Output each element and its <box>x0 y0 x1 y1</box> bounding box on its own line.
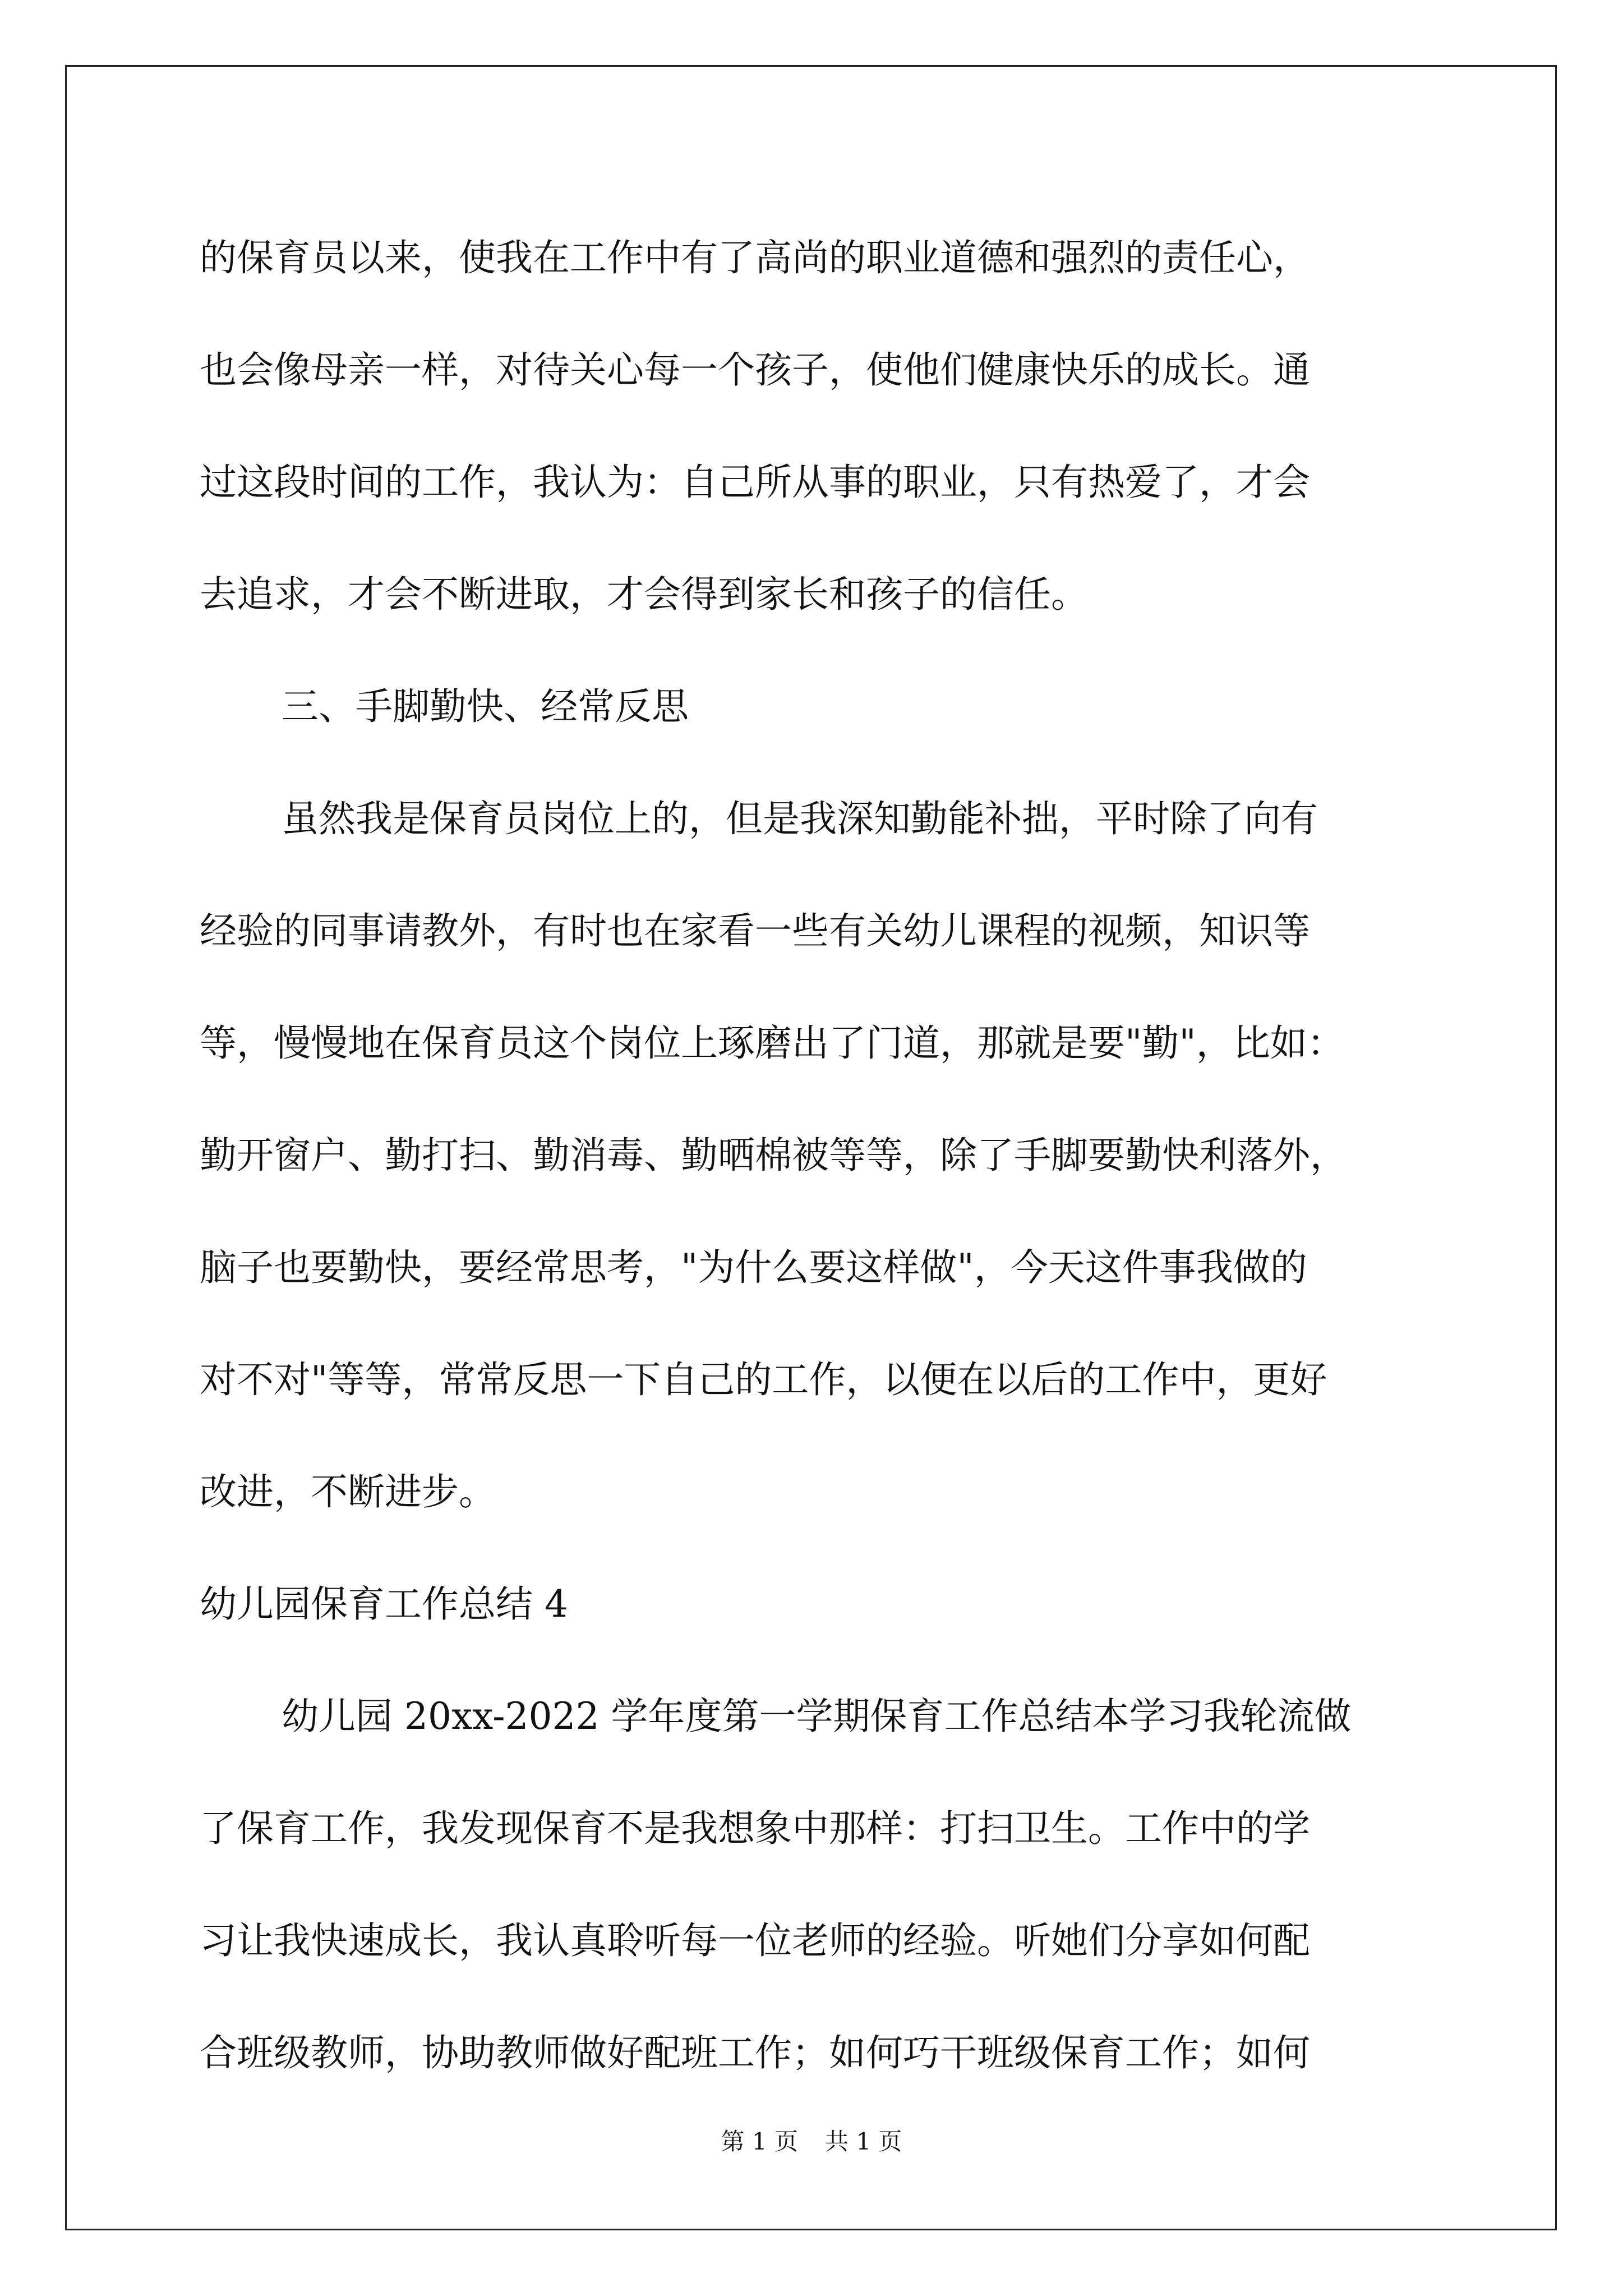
text-line: 了保育工作，我发现保育不是我想象中那样：打扫卫生。工作中的学 <box>200 1807 1310 1850</box>
page-footer <box>0 2125 1623 2159</box>
text-line: 去追求，才会不断进取，才会得到家长和孩子的信任。 <box>200 573 1088 616</box>
text-line: 对不对"等等，常常反思一下自己的工作，以便在以后的工作中，更好 <box>200 1358 1327 1401</box>
text-line: 幼儿园 20xx-2022 学年度第一学期保育工作总结本学习我轮流做 <box>282 1695 1352 1738</box>
text-line: 的保育员以来，使我在工作中有了高尚的职业道德和强烈的责任心， <box>200 236 1310 279</box>
text-line: 脑子也要勤快，要经常思考，"为什么要这样做"，今天这件事我做的 <box>200 1246 1307 1289</box>
text-line: 合班级教师，协助教师做好配班工作；如何巧干班级保育工作；如何 <box>200 2031 1310 2074</box>
text-line: 勤开窗户、勤打扫、勤消毒、勤晒棉被等等，除了手脚要勤快利落外， <box>200 1134 1347 1177</box>
text-line: 改进，不断进步。 <box>200 1470 496 1513</box>
page-total: 共 1 页 <box>825 2128 902 2155</box>
page-number: 第 1 页 <box>721 2128 798 2155</box>
document-body <box>200 202 1433 2109</box>
text-line: 经验的同事请教外，有时也在家看一些有关幼儿课程的视频，知识等 <box>200 909 1310 953</box>
text-line: 过这段时间的工作，我认为：自己所从事的职业，只有热爱了，才会 <box>200 461 1310 504</box>
text-line: 也会像母亲一样，对待关心每一个孩子，使他们健康快乐的成长。通 <box>200 348 1310 392</box>
text-line: 习让我快速成长，我认真聆听每一位老师的经验。听她们分享如何配 <box>200 1919 1310 1962</box>
article-title: 幼儿园保育工作总结 4 <box>200 1582 568 1626</box>
section-heading: 三、手脚勤快、经常反思 <box>282 685 689 728</box>
text-line: 等，慢慢地在保育员这个岗位上琢磨出了门道，那就是要"勤"，比如： <box>200 1022 1344 1065</box>
text-line: 虽然我是保育员岗位上的，但是我深知勤能补拙，平时除了向有 <box>282 797 1318 840</box>
